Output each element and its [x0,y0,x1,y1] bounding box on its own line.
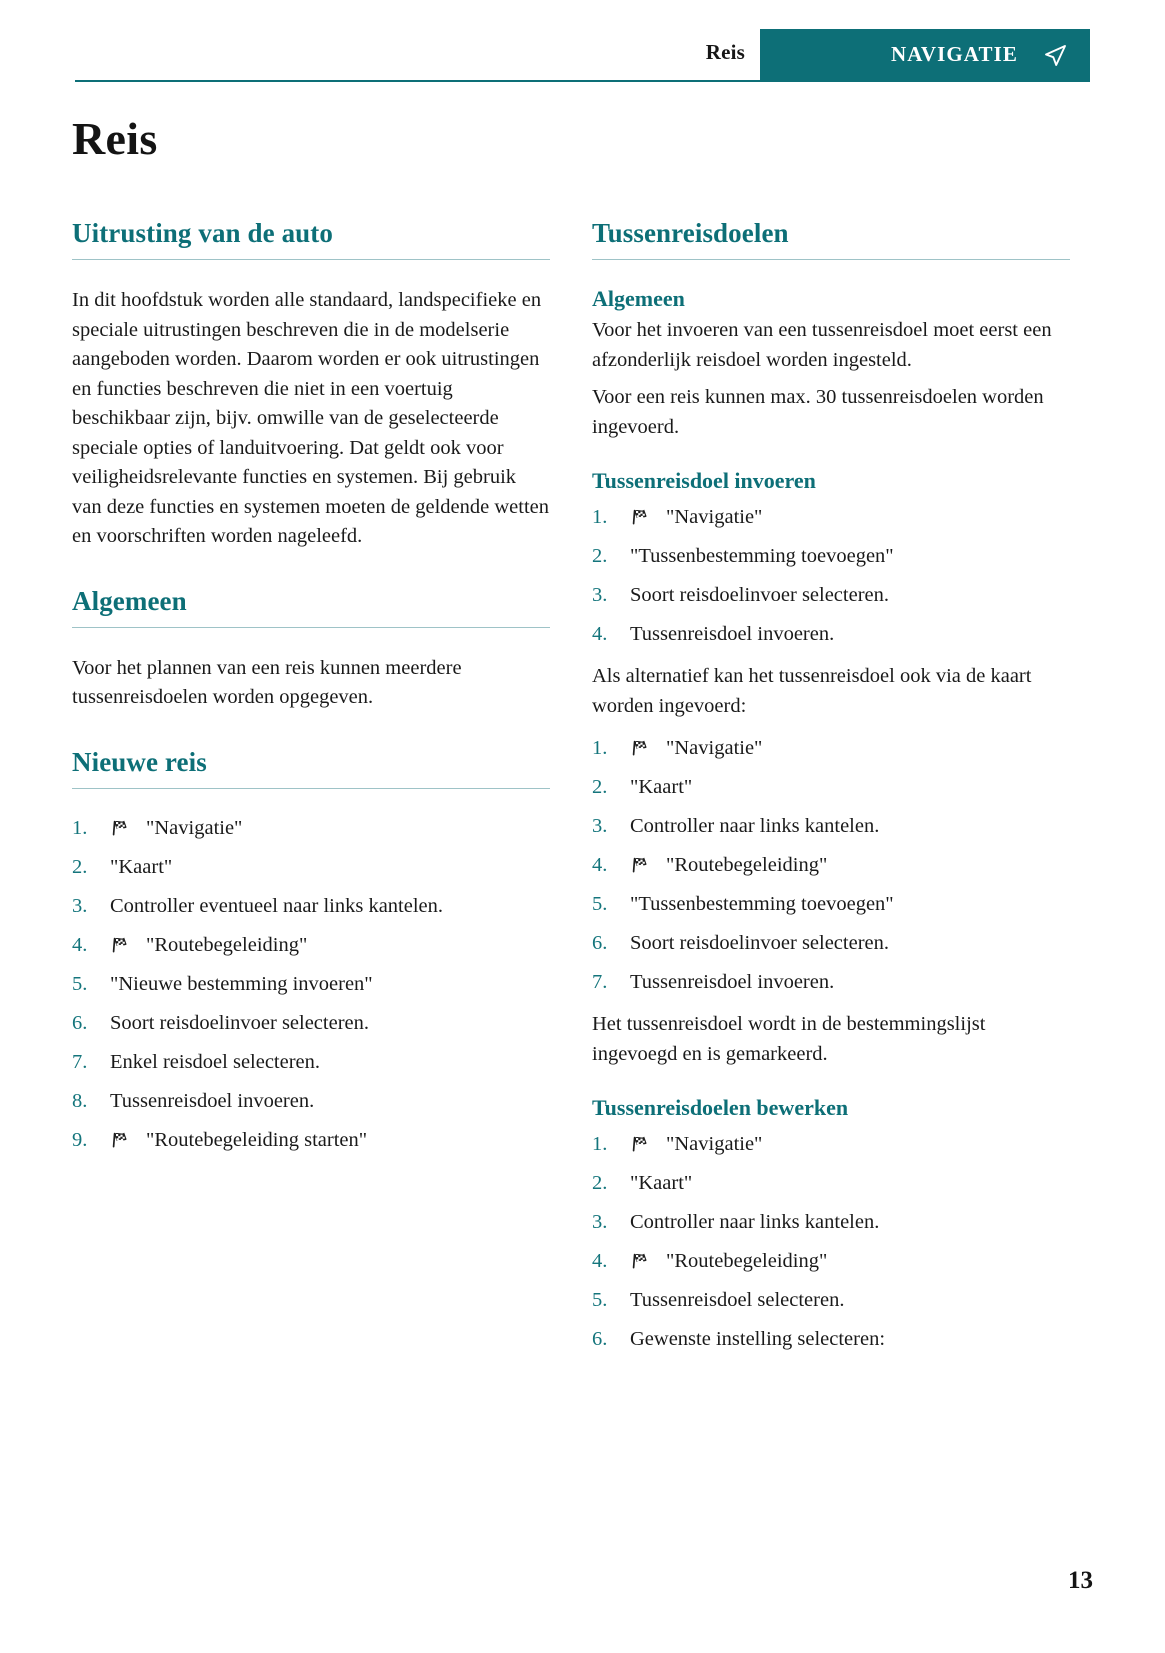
step-number: 4. [592,854,608,876]
checkered-flag-icon [630,737,652,757]
step-item [72,1043,550,1082]
step-label: "Kaart" [630,1172,693,1194]
step-number: 8. [72,1089,88,1112]
step-label: "Routebegeleiding" [666,1250,828,1272]
step-item [72,1082,550,1121]
step-label: Soort reisdoelinvoer selecteren. [630,584,890,606]
checkered-flag-icon [630,506,652,526]
step-number: 7. [72,1050,88,1073]
step-list-tussenreisdoelen-bewerken [592,1125,1070,1359]
step-list-nieuwe-reis [72,809,550,1160]
step-label: Tussenreisdoel invoeren. [630,971,835,993]
step-number: 4. [72,933,88,956]
step-label: Controller eventueel naar links kantelen. [110,894,444,917]
content-columns [72,218,1092,1359]
step-item [592,498,1070,537]
step-number: 1. [592,1133,608,1155]
step-label: Soort reisdoelinvoer selecteren. [630,932,890,954]
step-item [592,1164,1070,1203]
step-number: 3. [592,815,608,837]
step-item [72,887,550,926]
left-column [72,218,550,1359]
step-label: Gewenste instelling selecteren: [630,1328,886,1350]
step-number: 2. [592,1172,608,1194]
step-label: "Kaart" [110,855,173,878]
step-item [592,963,1070,1002]
step-number: 2. [72,855,88,878]
step-item [72,965,550,1004]
step-label: Tussenreisdoel selecteren. [630,1289,845,1311]
step-number: 5. [592,893,608,915]
step-item [592,576,1070,615]
checkered-flag-icon [630,854,652,874]
step-number: 9. [72,1128,88,1151]
step-label: Controller naar links kantelen. [630,815,880,837]
step-number: 4. [592,623,608,645]
step-label: Tussenreisdoel invoeren. [110,1089,315,1112]
step-label: "Navigatie" [666,1133,763,1155]
step-label: Tussenreisdoel invoeren. [630,623,835,645]
step-number: 5. [72,972,88,995]
step-item [592,1203,1070,1242]
step-number: 4. [592,1250,608,1272]
alternatief-paragraph: Als alternatief kan het tussenreisdoel ook via de kaart worden ingevoerd: [592,665,1032,717]
algemeen-paragraph-left: Voor het plannen van een reis kunnen meerdere tussenreisdoelen worden opgegeven. [72,656,462,708]
step-number: 1. [592,506,608,528]
step-label: "Navigatie" [146,816,243,839]
checkered-flag-icon [110,817,132,837]
step-item [72,926,550,965]
step-label: "Tussenbestemming toevoegen" [630,893,894,915]
step-item [592,846,1070,885]
section-heading-nieuwe-reis: Nieuwe reis [72,747,550,789]
subheading-tussenreisdoelen-bewerken: Tussenreisdoelen bewerken [592,1095,849,1120]
step-label: "Nieuwe bestemming invoeren" [110,972,373,995]
page-title: Reis [72,113,158,164]
step-number: 6. [592,1328,608,1350]
step-item [592,1125,1070,1164]
header-rule [75,80,1090,82]
right-column [592,218,1070,1359]
intro-paragraph: In dit hoofdstuk worden alle standaard, landspecifieke en speciale uitrustingen beschreven die in de modelserie aangeboden worden. Daarom worden er ook uitrustingen en functies beschreven die niet in een voertuig beschikbaar zijn, bijv. omwille van de geselecteerde speciale opties of landuitvoering. Dat geldt ook voor veiligheidsrelevante functies en systemen. Bij gebruik van deze functies en systemen moeten de geldende wetten en voorschriften worden nageleefd. [72,289,550,547]
step-item [592,615,1070,654]
page-number: 13 [1068,1567,1093,1594]
step-label: Enkel reisdoel selecteren. [110,1050,321,1073]
checkered-flag-icon [110,934,132,954]
navigation-arrow-icon [1040,40,1070,70]
step-number: 2. [592,545,608,567]
checkered-flag-icon [110,1129,132,1149]
step-item [592,924,1070,963]
page-header [75,36,1090,82]
step-item [592,807,1070,846]
section-heading-algemeen-left: Algemeen [72,586,550,628]
section-heading-tussenreisdoelen: Tussenreisdoelen [592,218,1070,260]
step-item [72,848,550,887]
step-label: "Navigatie" [666,506,763,528]
step-item [592,729,1070,768]
checkered-flag-icon [630,1250,652,1270]
step-item [72,809,550,848]
step-label: "Navigatie" [666,737,763,759]
section-heading-uitrusting: Uitrusting van de auto [72,218,550,260]
step-label: "Routebegeleiding starten" [146,1128,368,1151]
step-number: 7. [592,971,608,993]
step-number: 6. [592,932,608,954]
step-number: 2. [592,776,608,798]
step-label: "Kaart" [630,776,693,798]
step-number: 3. [72,894,88,917]
step-label: "Tussenbestemming toevoegen" [630,545,894,567]
step-number: 3. [592,584,608,606]
step-number: 3. [592,1211,608,1233]
step-item [592,1281,1070,1320]
subheading-tussenreisdoel-invoeren: Tussenreisdoel invoeren [592,468,816,493]
step-item [592,768,1070,807]
step-number: 1. [72,816,88,839]
step-number: 6. [72,1011,88,1034]
algemeen-paragraph-right-2: Voor een reis kunnen max. 30 tussenreisdoelen worden ingevoerd. [592,386,1044,438]
header-chapter-label: Reis [705,40,745,64]
algemeen-paragraph-right-1: Voor het invoeren van een tussenreisdoel moet eerst een afzonderlijk reisdoel worden ingesteld. [592,319,1052,371]
step-label: Controller naar links kantelen. [630,1211,880,1233]
step-item [592,1320,1070,1359]
step-number: 1. [592,737,608,759]
subheading-algemeen-right: Algemeen [592,286,685,311]
step-item [72,1004,550,1043]
header-section-tab [760,29,1090,80]
step-item [592,537,1070,576]
step-label: "Routebegeleiding" [146,933,308,956]
header-section-label: NAVIGATIE [891,42,1018,66]
step-label: Soort reisdoelinvoer selecteren. [110,1011,370,1034]
step-item [592,1242,1070,1281]
step-list-alternatief [592,729,1070,1002]
step-number: 5. [592,1289,608,1311]
closing-paragraph: Het tussenreisdoel wordt in de bestemmingslijst ingevoegd en is gemarkeerd. [592,1013,986,1065]
step-list-tussenreisdoel-invoeren [592,498,1070,654]
step-item [592,885,1070,924]
step-label: "Routebegeleiding" [666,854,828,876]
step-item [72,1121,550,1160]
checkered-flag-icon [630,1133,652,1153]
